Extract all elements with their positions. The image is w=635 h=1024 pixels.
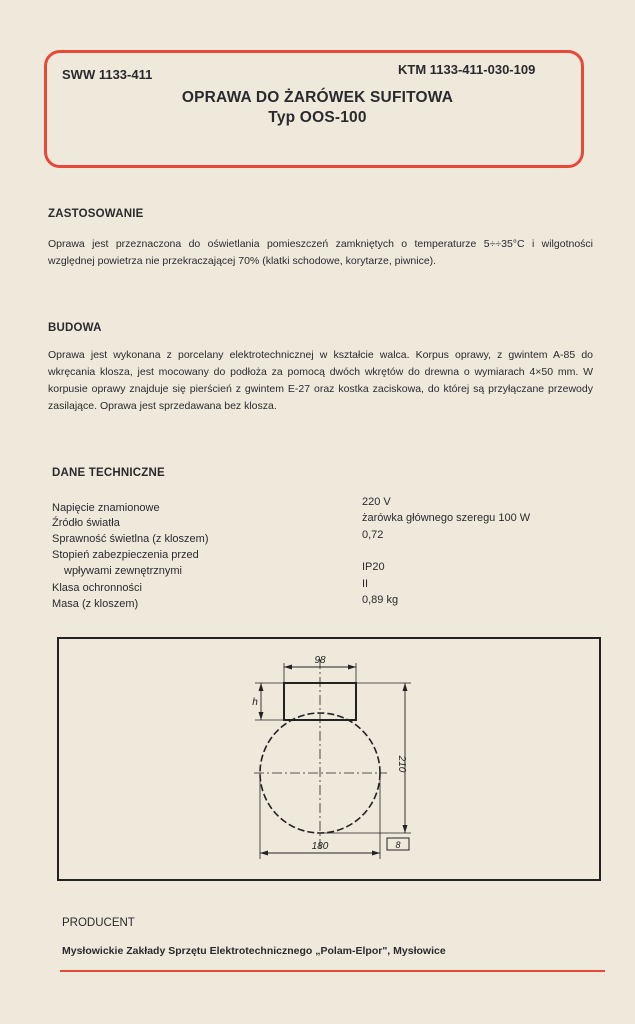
ktm-code: KTM 1133-411-030-109 <box>398 62 536 77</box>
technical-drawing <box>57 637 601 881</box>
spec-value-napiecie: 220 V <box>362 496 391 508</box>
section-heading-zastosowanie: ZASTOSOWANIE <box>48 208 144 220</box>
document-subtitle: Typ OOS-100 <box>268 109 367 126</box>
spec-label-napiecie: Napięcie znamionowe <box>52 502 160 514</box>
producer-name: Mysłowickie Zakłady Sprzętu Elektrotechnicznego „Polam-Elpor", Mysłowice <box>62 945 446 957</box>
dim-label-top: 98 <box>314 655 326 666</box>
dim-label-box: 8 <box>395 840 401 850</box>
dim-label-h: h <box>252 697 258 708</box>
spec-value-ip: IP20 <box>362 561 385 573</box>
lamp-drawing-svg <box>59 639 599 879</box>
section-heading-dane: DANE TECHNICZNE <box>52 467 165 479</box>
section-heading-budowa: BUDOWA <box>48 322 102 334</box>
sww-code: SWW 1133-411 <box>62 67 153 82</box>
spec-value-sprawnosc: 0,72 <box>362 529 384 541</box>
dim-label-width: 180 <box>311 841 329 852</box>
spec-label-wplywami: wpływami zewnętrznymi <box>64 565 182 577</box>
spec-value-masa: 0,89 kg <box>362 594 399 606</box>
document-title: OPRAWA DO ŻARÓWEK SUFITOWA <box>181 89 454 106</box>
spec-value-zrodlo: żarówka głównego szeregu 100 W <box>362 512 531 524</box>
spec-value-klasa: II <box>362 578 369 590</box>
bottom-red-rule <box>60 970 605 972</box>
dim-label-height: 210 <box>396 755 407 773</box>
zastosowanie-text: Oprawa jest przeznaczona do oświetlania pomieszczeń zamkniętych o temperaturze 5÷÷35°C i wilgotności względnej powietrza nie przekraczającej 70% (klatki schodowe, korytarze, piwnice). <box>48 238 593 267</box>
spec-label-klasa: Klasa ochronności <box>52 582 142 594</box>
spec-label-sprawnosc: Sprawność świetlna (z kloszem) <box>52 533 209 545</box>
spec-label-zrodlo: Źródło światła <box>52 517 120 529</box>
budowa-text: Oprawa jest wykonana z porcelany elektrotechnicznej w kształcie walca. Korpus oprawy, z gwintem A-85 do wkręcania klosza, jest mocowany do podłoża za pomocą dwóch wkrętów do drewna o wymiarach 4×50 mm. W korpusie oprawy znajduje się pierścień z gwintem E-27 oraz kostka zaciskowa, do której są przyłączane przewody zasilające. Oprawa jest sprzedawana bez klosza. <box>48 349 593 412</box>
producer-label: PRODUCENT <box>62 917 135 929</box>
spec-label-stopien: Stopień zabezpieczenia przed <box>52 549 199 561</box>
spec-label-masa: Masa (z kloszem) <box>52 598 139 610</box>
